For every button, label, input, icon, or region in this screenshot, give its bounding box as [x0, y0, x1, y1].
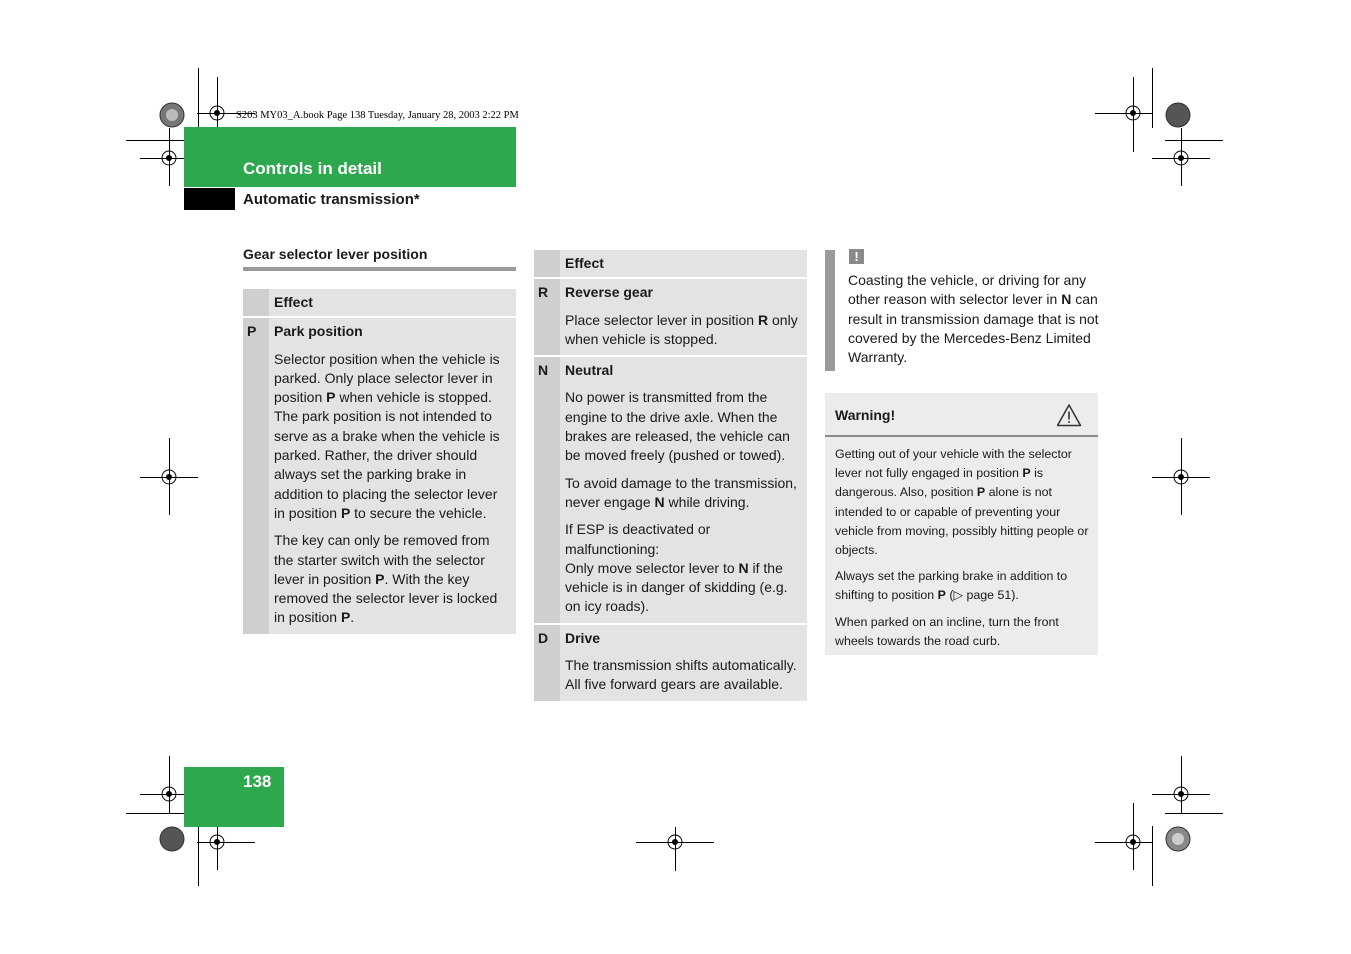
gear-description: To avoid damage to the transmission, never engage N while driving. [565, 474, 797, 510]
table-row-r [534, 279, 807, 357]
gear-name: Reverse gear [565, 284, 653, 301]
gear-position: P [243, 318, 269, 633]
position-column-header [534, 250, 560, 277]
gear-effect [560, 357, 807, 623]
registration-target-icon [1123, 832, 1143, 852]
gear-description: If ESP is deactivated or malfunctioning: Only move selector lever to N if the vehicle is in danger of skidding (e.g. on icy roads). [565, 521, 788, 615]
registration-target-icon [159, 467, 179, 487]
warning-triangle-icon [1056, 403, 1082, 427]
gear-position: D [534, 625, 560, 701]
gear-table-right [534, 250, 807, 701]
gear-heading: Gear selector lever position [243, 246, 516, 271]
warning-box [825, 393, 1098, 655]
registration-target-icon [159, 784, 179, 804]
color-rosette-icon [159, 826, 185, 852]
exclamation-icon: ! [849, 249, 864, 264]
note-bar [825, 250, 835, 371]
gear-description: The key can only be removed from the starter switch with the selector lever in position P. With the key removed the selector lever is locked in position P. [274, 532, 498, 626]
table-row-p [243, 318, 516, 633]
effect-column-header: Effect [565, 255, 604, 271]
registration-target-icon [207, 832, 227, 852]
registration-target-icon [1171, 148, 1191, 168]
print-header: S203 MY03_A.book Page 138 Tuesday, January 28, 2003 2:22 PM [236, 110, 519, 121]
position-column-header [243, 289, 269, 316]
sub-title: Automatic transmission* [243, 191, 420, 208]
effect-column-header: Effect [274, 294, 313, 310]
page-number: 138 [243, 772, 272, 791]
color-rosette-icon [1165, 826, 1191, 852]
table-row-n [534, 357, 807, 625]
gear-name: Neutral [565, 362, 614, 379]
sub-title-marker [184, 188, 235, 210]
color-rosette-icon [159, 102, 185, 128]
table-row-d [534, 625, 807, 701]
note-text: Coasting the vehicle, or driving for any other reason with selector lever in N can result in transmission damage that is not covered by the Mercedes-Benz Limited Warranty. [848, 272, 1099, 366]
registration-target-icon [1171, 467, 1191, 487]
gear-name: Drive [565, 629, 601, 646]
warning-header [825, 393, 1098, 437]
gear-description: No power is transmitted from the engine to the drive axle. When the brakes are released, the vehicle can be moved freely (pushed or towed). [565, 389, 790, 464]
table-header-row [243, 289, 516, 318]
registration-target-icon [1171, 784, 1191, 804]
warning-paragraph: Getting out of your vehicle with the selector lever not fully engaged in position P is dangerous. Also, position P alone is not intended to or capable of preventing your vehicle from moving, possibly hitting people or objects. [835, 447, 1089, 558]
gear-description: Place selector lever in position R only when vehicle is stopped. [565, 311, 798, 347]
gear-description: Selector position when the vehicle is parked. Only place selector lever in position P when vehicle is stopped. The park position is not intended to serve as a brake when the vehicle is parked. Rather, the driver should always set the parking brake in addition to placing the selector lever in position P to secure the vehicle. [274, 350, 500, 521]
gear-effect [560, 625, 807, 701]
gear-name: Park position [274, 323, 363, 340]
warning-paragraph: Always set the parking brake in addition to shifting to position P (▷ page 51). [835, 569, 1068, 603]
color-rosette-icon [1165, 102, 1191, 128]
registration-target-icon [665, 832, 685, 852]
gear-effect [269, 318, 516, 633]
gear-position: R [534, 279, 560, 355]
registration-target-icon [207, 103, 227, 123]
gear-position: N [534, 357, 560, 623]
gear-description: The transmission shifts automatically. All five forward gears are available. [565, 657, 797, 693]
table-header-row [534, 250, 807, 279]
warning-paragraph: When parked on an incline, turn the front wheels towards the road curb. [835, 614, 1059, 648]
warning-title: Warning! [835, 407, 896, 423]
registration-target-icon [1123, 103, 1143, 123]
gear-effect [560, 279, 807, 355]
gear-table-left [243, 289, 516, 634]
warning-body [835, 445, 1091, 658]
section-title: Controls in detail [243, 159, 382, 178]
registration-target-icon [159, 148, 179, 168]
